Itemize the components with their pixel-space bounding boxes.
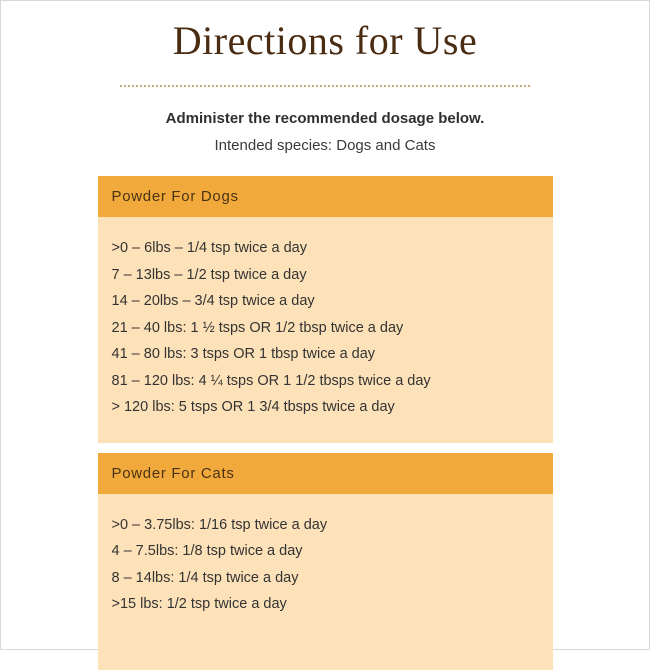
dose-line: 14 – 20lbs – 3/4 tsp twice a day [111,293,315,309]
dose-line: 41 – 80 lbs: 3 tsps OR 1 tbsp twice a day [111,346,376,362]
page-title: Directions for Use [172,18,478,63]
intended-species: Intended species: Dogs and Cats [214,137,436,154]
cats-section-footer-fill [98,640,553,670]
decorative-divider [120,85,530,88]
dose-line: 4 – 7.5lbs: 1/8 tsp twice a day [111,543,303,559]
cats-section [98,453,553,670]
cats-section-body [98,494,553,640]
dose-line: >0 – 6lbs – 1/4 tsp twice a day [111,240,307,256]
dose-line: 8 – 14lbs: 1/4 tsp twice a day [111,569,299,586]
dose-line: >15 lbs: 1/2 tsp twice a day [111,596,287,612]
cats-section-header: Powder For Cats [98,453,553,494]
dose-line: 81 – 120 lbs: 4 ¼ tsps OR 1 1/2 tbsps twice a day [111,372,431,389]
dogs-section-header: Powder For Dogs [98,176,553,217]
dogs-section [98,176,553,443]
dogs-section-body [98,217,553,443]
dosage-tables [98,176,553,670]
dosage-subtitle: Administer the recommended dosage below. [165,110,485,127]
dose-line: 7 – 13lbs – 1/2 tsp twice a day [111,266,307,283]
dose-line: > 120 lbs: 5 tsps OR 1 3/4 tbsps twice a day [111,399,395,415]
dose-line: >0 – 3.75lbs: 1/16 tsp twice a day [111,516,328,533]
dose-line: 21 – 40 lbs: 1 ½ tsps OR 1/2 tbsp twice a day [111,319,404,336]
section-gap [98,443,553,453]
